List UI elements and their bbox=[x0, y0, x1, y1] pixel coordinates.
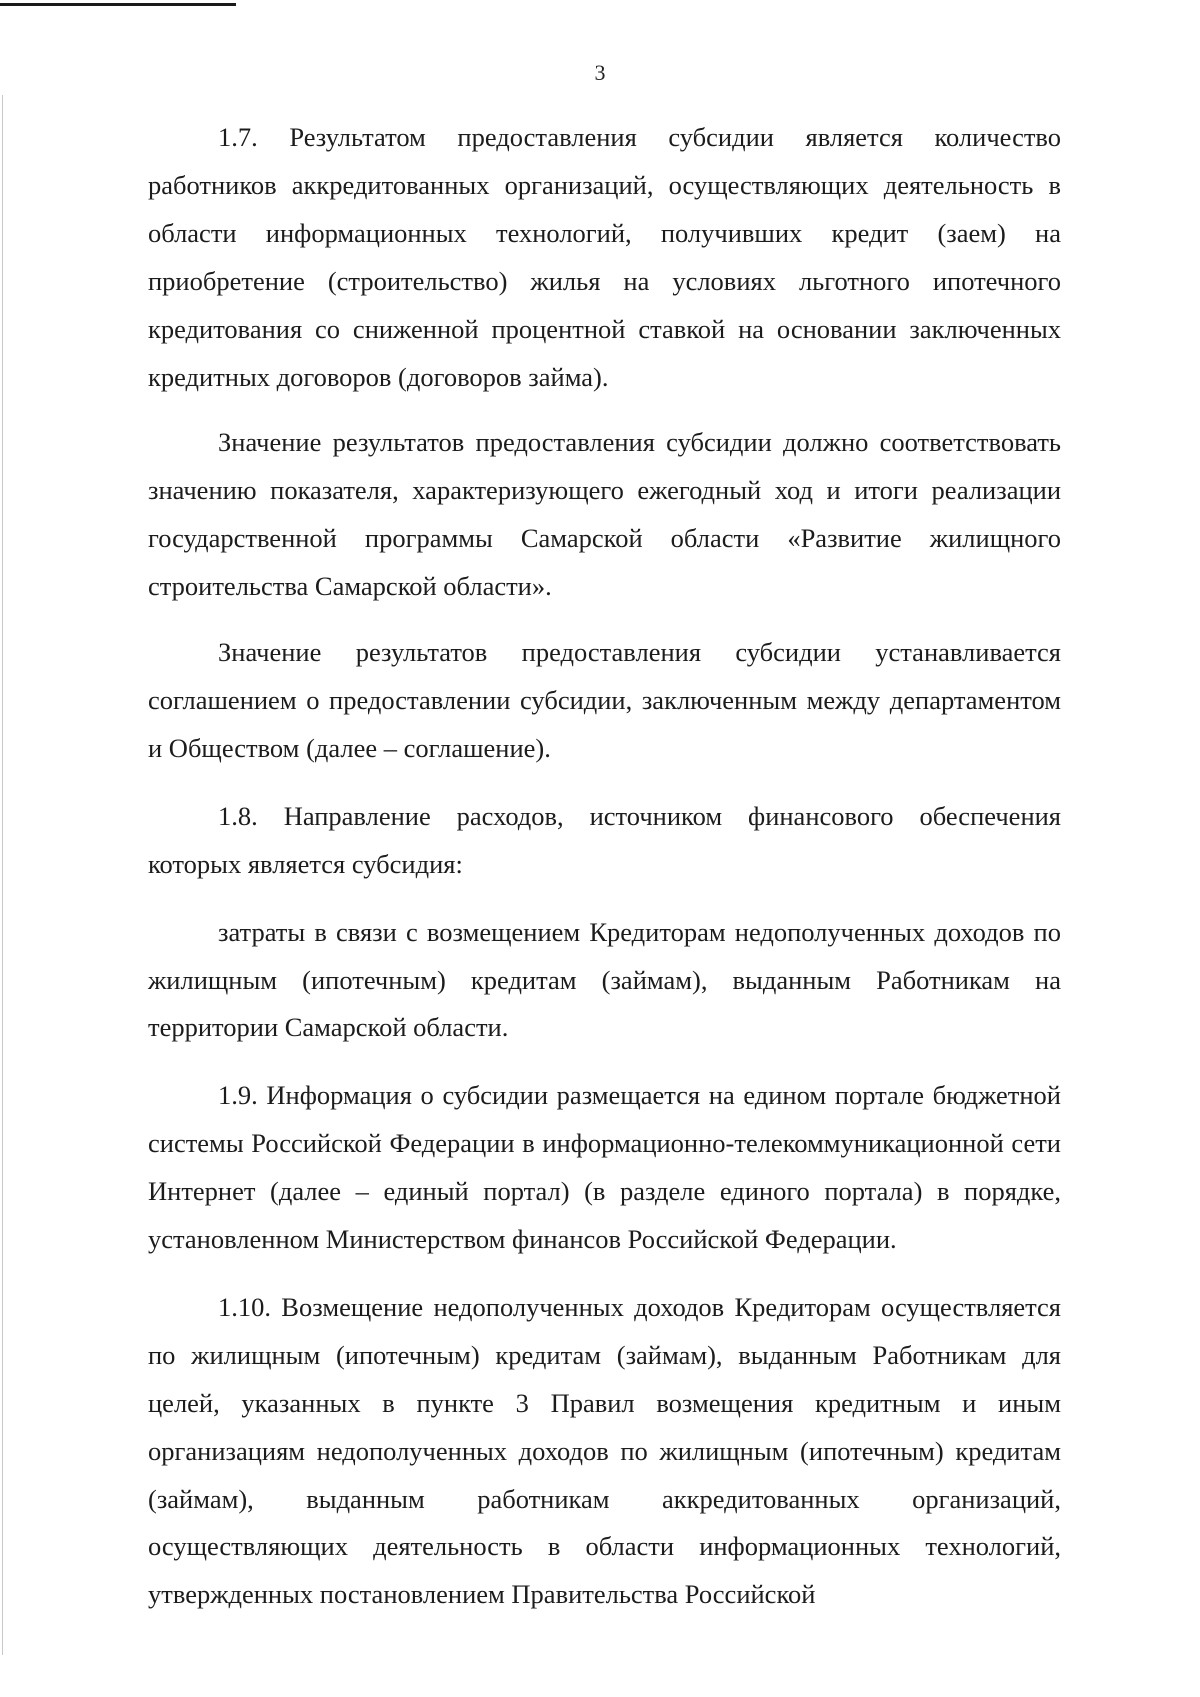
scan-edge-line bbox=[2, 95, 3, 1655]
paragraph-1-9: 1.9. Информация о субсидии размещается на едином портале бюджетной системы Российской Федерации в информационно-телекоммуникационной сети Интернет (далее – единый портал) (в разделе единого портала) в порядке, установленном Министерством финансов Российской Федерации. bbox=[148, 1080, 1061, 1255]
paragraph-1-8: 1.8. Направление расходов, источником финансового обеспечения которых является субсидия: bbox=[148, 800, 1061, 879]
paragraph-expenses: затраты в связи с возмещением Кредиторам недополученных доходов по жилищным (ипотечным) кредитам (займам), выданным Работникам на территории Самарской области. bbox=[148, 916, 1061, 1043]
paragraph-result-value: Значение результатов предоставления субсидии должно соответствовать значению показателя, характеризующего ежегодный ход и итоги реализации государственной программы Самарской области «Развитие жилищного строительства Самарской области». bbox=[148, 427, 1061, 602]
paragraph-result-agreement: Значение результатов предоставления субсидии устанавливается соглашением о предоставлении субсидии, заключенным между департаментом и Обществом (далее – соглашение). bbox=[148, 637, 1061, 763]
paragraph-1-10: 1.10. Возмещение недополученных доходов Кредиторам осуществляется по жилищным (ипотечным) кредитам (займам), выданным Работникам для целей, указанных в пункте 3 Правил возмещения кредитным и иным организациям недополученных доходов по жилищным (ипотечным) кредитам (займам), выданным работникам аккредитованных организаций, осуществляющих деятельность в области информационных технологий, утвержденных постановлением Правительства Российской bbox=[148, 1291, 1061, 1610]
paragraph-1-7: 1.7. Результатом предоставления субсидии является количество работников аккредитованных организаций, осуществляющих деятельность в области информационных технологий, получивших кредит (заем) на приобретение (строительство) жилья на условиях льготного ипотечного кредитования со сниженной процентной ставкой на основании заключенных кредитных договоров (договоров займа). bbox=[148, 122, 1061, 392]
top-rule-line bbox=[0, 3, 236, 6]
document-body bbox=[148, 114, 1061, 1619]
page-number: 3 bbox=[594, 60, 606, 85]
